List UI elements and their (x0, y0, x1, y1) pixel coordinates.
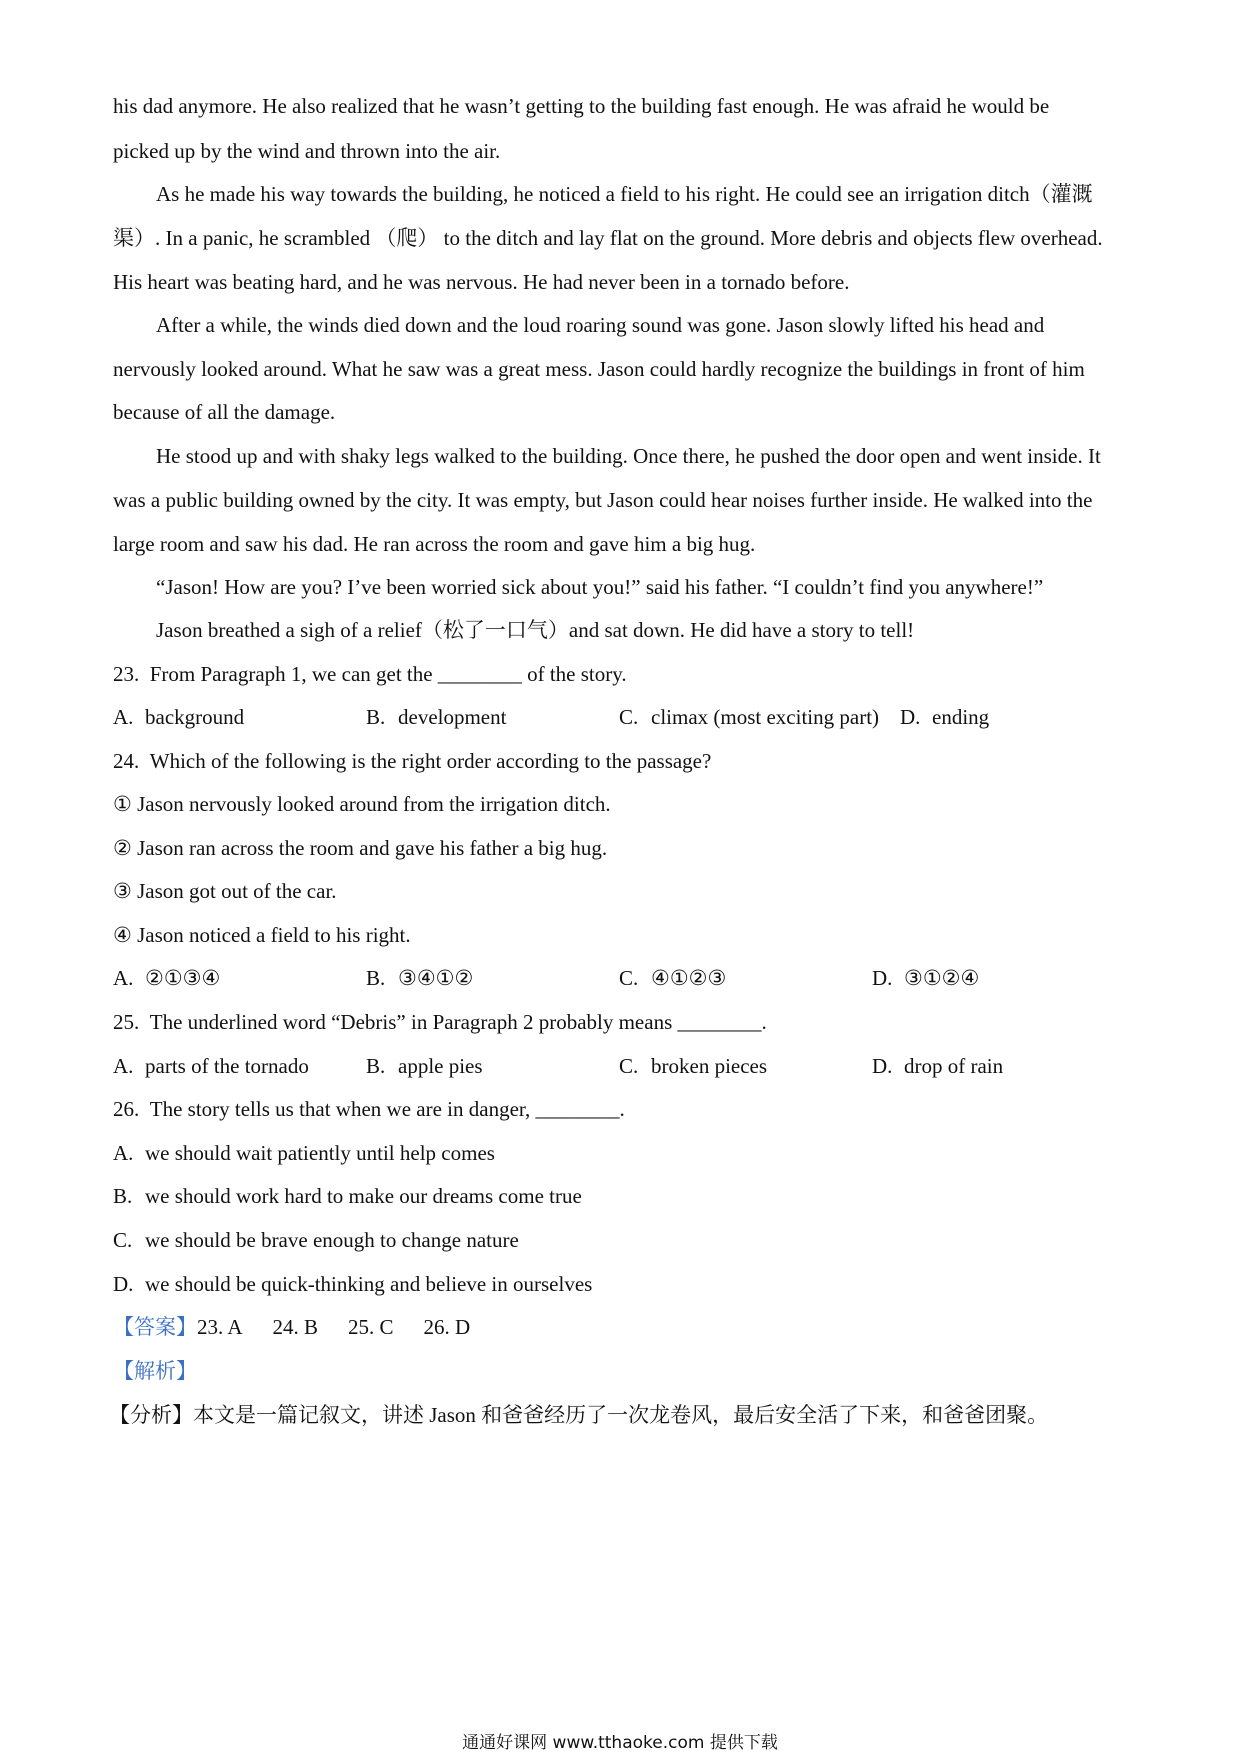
passage-line: He stood up and with shaky legs walked to the building. Once there, he pushed the door open and went inside. It (156, 444, 1101, 468)
answer-item: 26. D (423, 1315, 471, 1339)
option-a: A. parts of the tornado (113, 1054, 309, 1078)
option-b: B. apple pies (366, 1054, 483, 1078)
answer-line (113, 1313, 500, 1341)
option-a: A. we should wait patiently until help comes (113, 1141, 495, 1165)
page-footer: 通通好课网 www.tthaoke.com 提供下载 (462, 1733, 778, 1753)
passage-line: After a while, the winds died down and the loud roaring sound was gone. Jason slowly lifted his head and (156, 313, 1045, 337)
question-stem: 25. The underlined word “Debris” in Paragraph 2 probably means ________. (113, 1010, 767, 1034)
order-item: ④ Jason noticed a field to his right. (113, 923, 411, 947)
answer-item: 25. C (348, 1315, 394, 1339)
option-d: D. drop of rain (872, 1054, 1004, 1078)
summary-text: 本文是一篇记叙文，讲述 Jason 和爸爸经历了一次龙卷风，最后安全活了下来，和爸爸团聚。 (193, 1403, 1049, 1427)
answer-item: 23. A (197, 1315, 243, 1339)
order-item: ② Jason ran across the room and gave his father a big hug. (113, 836, 608, 860)
option-d: D. ending (900, 705, 990, 729)
answer-item: 24. B (272, 1315, 319, 1339)
order-item: ③ Jason got out of the car. (113, 879, 337, 903)
question-stem: 24. Which of the following is the right order according to the passage? (113, 749, 712, 773)
option-c: C. climax (most exciting part) (619, 705, 880, 729)
option-c: C. ④①②③ (619, 966, 727, 990)
option-a: A. background (113, 705, 245, 729)
passage-line: As he made his way towards the building, he noticed a field to his right. He could see an irrigation ditch（灌溉 (156, 182, 1093, 206)
option-b: B. development (366, 705, 507, 729)
passage-line: His heart was beating hard, and he was nervous. He had never been in a tornado before. (113, 270, 850, 294)
question-stem: 23. From Paragraph 1, we can get the ________ of the story. (113, 662, 627, 686)
option-d: D. we should be quick-thinking and believe in ourselves (113, 1272, 593, 1296)
passage-line: large room and saw his dad. He ran across the room and gave him a big hug. (113, 532, 756, 556)
passage-line: “Jason! How are you? I’ve been worried sick about you!” said his father. “I couldn’t find you anywhere!” (156, 575, 1044, 599)
answer-tag: 【答案】 (113, 1315, 197, 1339)
passage-line: nervously looked around. What he saw was a great mess. Jason could hardly recognize the buildings in front of him (113, 357, 1085, 381)
passage-line: Jason breathed a sigh of a relief（松了一口气）and sat down. He did have a story to tell! (156, 618, 915, 642)
option-b: B. we should work hard to make our dreams come true (113, 1184, 582, 1208)
passage-line: 渠）. In a panic, he scrambled （爬） to the ditch and lay flat on the ground. More debris and objects flew overhead. (113, 226, 1103, 250)
option-c: C. broken pieces (619, 1054, 768, 1078)
option-a: A. ②①③④ (113, 966, 221, 990)
question-stem: 26. The story tells us that when we are in danger, ________. (113, 1097, 625, 1121)
passage-line: was a public building owned by the city. It was empty, but Jason could hear noises further inside. He walked into the (113, 488, 1093, 512)
order-item: ① Jason nervously looked around from the irrigation ditch. (113, 792, 611, 816)
option-d: D. ③①②④ (872, 966, 980, 990)
passage-line: because of all the damage. (113, 400, 336, 424)
summary-tag: 【分析】 (109, 1403, 193, 1427)
passage-line: his dad anymore. He also realized that he wasn’t getting to the building fast enough. He was afraid he would be (113, 94, 1050, 118)
passage-line: picked up by the wind and thrown into the air. (113, 139, 501, 163)
option-c: C. we should be brave enough to change nature (113, 1228, 519, 1252)
summary-line (109, 1401, 1048, 1429)
analysis-tag: 【解析】 (113, 1359, 197, 1383)
option-b: B. ③④①② (366, 966, 474, 990)
